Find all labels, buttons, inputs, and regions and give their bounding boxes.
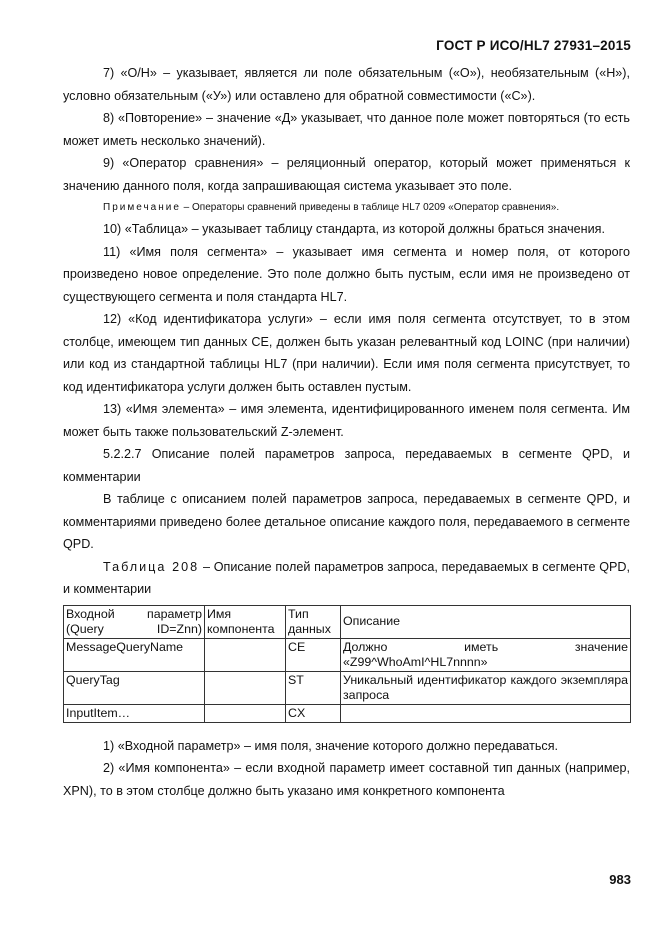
table-caption-text: – Описание полей параметров запроса, передаваемых в сегменте QPD, и комментарии xyxy=(63,559,631,596)
document-header: ГОСТ Р ИСО/HL7 27931–2015 xyxy=(436,38,631,53)
list-item: 13) «Имя элемента» – имя элемента, идентифицированного именем поля сегмента. Им может быть также пользовательский Z-элемент. xyxy=(63,402,630,439)
table-cell: CX xyxy=(286,704,341,722)
header-cell: Имя компонента xyxy=(205,605,286,638)
list-item: 10) «Таблица» – указывает таблицу стандарта, из которой должны браться значения. xyxy=(103,222,605,236)
table-cell: InputItem… xyxy=(64,704,205,722)
table-cell xyxy=(205,704,286,722)
note-label: Примечание xyxy=(103,202,181,213)
table-row xyxy=(64,704,631,722)
subsection-heading xyxy=(63,443,630,488)
list-item: 11) «Имя поля сегмента» – указывает имя сегмента и номер поля, от которого произведено новое определение. Это поле должно быть пустым, если имя не произведено от существующего сегмента и поля стандарта HL7. xyxy=(63,244,630,304)
table-cell xyxy=(205,671,286,704)
subsection-number: 5.2.2.7 xyxy=(103,447,142,461)
table-cell: QueryTag xyxy=(64,671,205,704)
list-item: 8) «Повторение» – значение «Д» указывает, что данное поле может повторяться (то есть может иметь несколько значений). xyxy=(63,111,630,148)
table-caption xyxy=(63,556,630,601)
header-cell: Описание xyxy=(341,605,631,638)
header-cell: Тип данных xyxy=(286,605,341,638)
list-item: 1) «Входной параметр» – имя поля, значение которого должно передаваться. xyxy=(103,738,559,753)
parameters-table xyxy=(63,605,631,723)
table-cell: CE xyxy=(286,638,341,671)
table-cell: MessageQueryName xyxy=(64,638,205,671)
table-row xyxy=(64,671,631,704)
list-item: 2) «Имя компонента» – если входной параметр имеет составной тип данных (например, XPN), то в этом столбце должно быть указано имя конкретного компонента xyxy=(63,761,630,798)
table-caption-label: Таблица 208 xyxy=(103,559,200,574)
table-cell xyxy=(341,704,631,722)
list-item: 9) «Оператор сравнения» – реляционный оператор, который может применяться к значению данного поля, когда запрашивающая система указывает это поле. xyxy=(63,156,630,193)
table-cell xyxy=(205,638,286,671)
list-item: 7) «О/Н» – указывает, является ли поле обязательным («О»), необязательным («Н»), условно обязательным («У») или оставлено для обратной совместимости («С»). xyxy=(63,66,630,103)
table-cell: Уникальный идентификатор каждого экземпляра запроса xyxy=(341,671,631,704)
header-cell: Входной параметр (Query ID=Znn) xyxy=(64,605,205,638)
note-text: – Операторы сравнений приведены в таблице HL7 0209 «Оператор сравнения». xyxy=(180,202,560,213)
table-row xyxy=(64,638,631,671)
table-header-row xyxy=(64,605,631,638)
list-item: 12) «Код идентификатора услуги» – если имя поля сегмента отсутствует, то в этом столбце, имеющем тип данных CE, должен быть указан релевантный код LOINC (при наличии) или код из стандартной таблицы HL7 (при наличии). Если имя поля сегмента присутствует, то код идентификатора услуги должен быть оставлен пустым. xyxy=(63,312,630,394)
intro-paragraph: В таблице с описанием полей параметров запроса, передаваемых в сегменте QPD, и комментариями приведено более детальное описание каждого поля, передаваемого в сегменте QPD. xyxy=(63,492,630,551)
page-number: 983 xyxy=(609,872,631,887)
table-cell: ST xyxy=(286,671,341,704)
table-cell: Должно иметь значение «Z99^WhoAmI^HL7nnnn» xyxy=(341,638,631,671)
subsection-title: Описание полей параметров запроса, передаваемых в сегменте QPD, и комментарии xyxy=(63,447,630,484)
page-content xyxy=(63,62,630,802)
note xyxy=(63,197,630,218)
